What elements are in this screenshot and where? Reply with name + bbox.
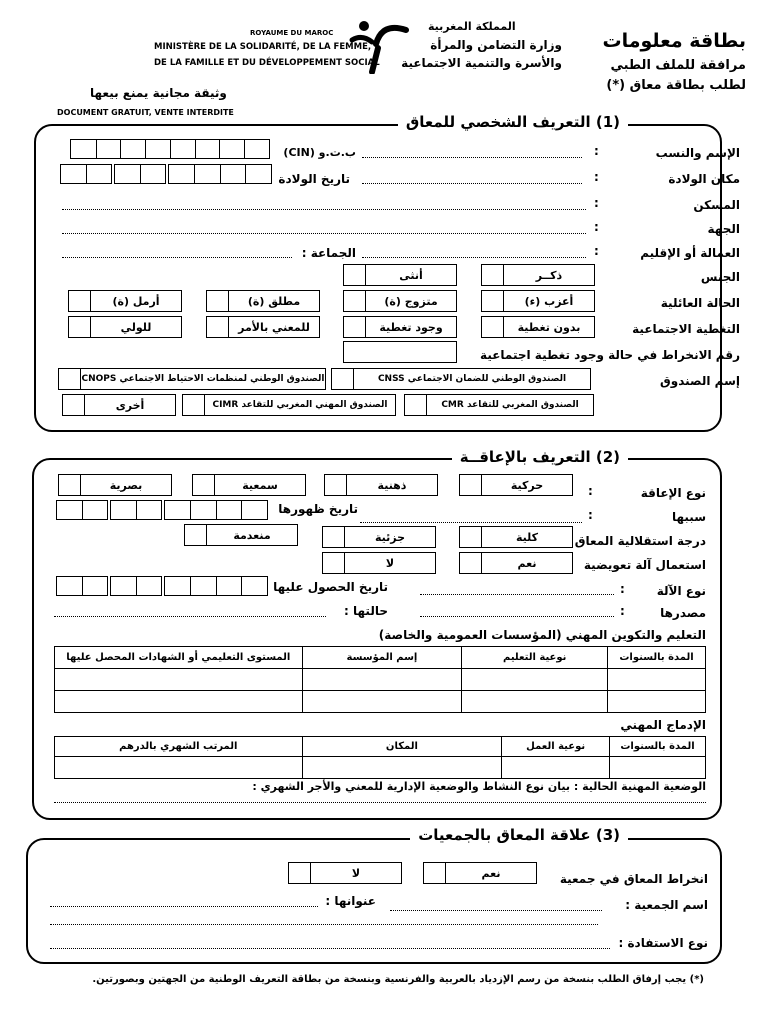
name-field[interactable] [362,157,582,158]
form-title: بطاقة معلومات [602,30,746,52]
label-autonomy: درجة استقلالية المعاق [574,534,706,548]
ministry-ar-2: والأسرة والتنمية الاجتماعية [401,56,562,70]
option-motor[interactable]: حركية [459,474,573,496]
assoc-name-field[interactable] [390,910,602,911]
state-field[interactable] [54,616,326,617]
assoc-address-field[interactable] [50,906,318,907]
label-current-status: الوضعية المهنية الحالية : بيان نوع النشاط والوضعية الإدارية للمعني والأجر الشهري : [252,780,706,793]
section-3-title: (3) علاقة المعاق بالجمعيات [410,826,628,844]
option-partial[interactable]: جزئية [322,526,436,548]
option-no-coverage[interactable]: بدون تغطية [481,316,595,338]
label-aid-type: نوع الآلة [656,584,706,598]
onset-year-boxes[interactable] [164,500,268,520]
assoc-address-field-2[interactable] [50,924,598,925]
source-field[interactable] [420,616,614,617]
label-obtain-date: تاريخ الحصول عليها [273,580,388,594]
form-subtitle-1: مرافقة للملف الطبي [610,58,746,73]
option-assoc-yes[interactable]: نعم [423,862,537,884]
option-aid-yes[interactable]: نعم [459,552,573,574]
option-has-coverage[interactable]: وجود تغطية [343,316,457,338]
education-table: المستوى التعليمي أو الشهادات المحصل عليها إسم المؤسسة نوعية التعليم المدة بالسنوات [54,646,706,713]
option-coverage-guardian[interactable]: للولي [68,316,182,338]
label-assoc-name: اسم الجمعية : [625,898,708,912]
onset-day-boxes[interactable] [56,500,108,520]
label-region: الجهة [707,222,740,236]
form-subtitle-2: لطلب بطاقة معاق (*) [606,78,746,93]
option-total[interactable]: كلية [459,526,573,548]
label-cause: سببها [671,510,706,524]
label-assoc-address: عنوانها : [325,894,376,908]
label-address: المسكن [693,198,740,212]
label-cin: ب.ت.و (CIN) [283,146,356,159]
birthdate-month-boxes[interactable] [114,164,166,184]
free-document-ar: وثيقة مجانية يمنع بيعها [90,86,227,100]
ministry-fr-2: DE LA FAMILLE ET DU DÉVELOPPEMENT SOCIAL [154,58,380,68]
option-cnss[interactable]: الصندوق الوطني للضمان الاجتماعي CNSS [331,368,591,390]
employment-table: المرتب الشهري بالدرهم المكان نوعية العمل المدة بالسنوات [54,736,706,779]
option-assoc-no[interactable]: لا [288,862,402,884]
option-married[interactable]: متزوج (ة) [343,290,457,312]
option-divorced[interactable]: مطلق (ة) [206,290,320,312]
table-row[interactable] [55,757,706,779]
region-field[interactable] [62,233,586,234]
label-employment: الإدماج المهني [620,718,706,732]
option-other-fund[interactable]: أخرى [62,394,176,416]
label-disability-type: نوع الإعاقة [640,486,706,500]
label-education: التعليم والتكوين المهني (المؤسسات العمومية والخاصة) [378,628,706,642]
option-mental[interactable]: ذهنية [324,474,438,496]
option-none[interactable]: منعدمة [184,524,298,546]
onset-month-boxes[interactable] [110,500,162,520]
label-source: مصدرها [660,606,706,620]
option-coverage-person[interactable]: للمعني بالأمر [206,316,320,338]
prefecture-field[interactable] [362,257,586,258]
cin-boxes[interactable] [70,139,270,159]
label-benefit-type: نوع الاستفادة : [618,936,708,950]
section-1-title: (1) التعريف الشخصي للمعاق [398,113,628,131]
label-aid-use: استعمال آلة تعويضية [583,558,706,572]
label-birthdate: تاريخ الولادة [278,172,350,186]
option-aid-no[interactable]: لا [322,552,436,574]
label-onset-date: تاريخ ظهورها [278,502,358,516]
table-row[interactable] [55,691,706,713]
address-field[interactable] [62,209,586,210]
birthplace-field[interactable] [362,183,582,184]
section-2-title: (2) التعريف بالإعاقــة [452,448,628,466]
benefit-type-field[interactable] [50,948,610,949]
option-female[interactable]: أنثى [343,264,457,286]
label-state: حالتها : [344,604,388,618]
option-male[interactable]: ذكــر [481,264,595,286]
label-sex: الجنس [700,270,740,284]
aid-type-field[interactable] [420,594,614,595]
label-prefecture: العمالة أو الإقليم [640,246,740,260]
label-marital: الحالة العائلية [660,296,740,310]
obtain-month-boxes[interactable] [110,576,162,596]
ministry-ar-1: وزارة التضامن والمرأة [430,38,562,52]
option-cmr[interactable]: الصندوق المغربي للتقاعد CMR [404,394,594,416]
option-cnops[interactable]: الصندوق الوطني لمنظمات الاحتياط الاجتماعي CNOPS [58,368,326,390]
label-name: الإسم والنسب [655,146,740,160]
label-assoc-member: انخراط المعاق في جمعية [559,872,708,886]
label-affiliation: رقم الانخراط في حالة وجود تغطية اجتماعية [480,348,740,362]
ministry-fr-1: MINISTÈRE DE LA SOLIDARITÉ, DE LA FEMME, [154,42,372,52]
option-visual[interactable]: بصرية [58,474,172,496]
commune-field[interactable] [62,257,292,258]
free-document-fr: DOCUMENT GRATUIT, VENTE INTERDITE [57,108,234,117]
obtain-year-boxes[interactable] [164,576,268,596]
birthdate-day-boxes[interactable] [60,164,112,184]
label-coverage: التغطية الاجتماعية [632,322,740,336]
option-single[interactable]: أعزب (ء) [481,290,595,312]
kingdom-ar: المملكة المغربية [428,20,516,33]
footnote: (*) يجب إرفاق الطلب بنسخة من رسم الإزدياد بالعربية والفرنسية وبنسخة من بطاقة التعريف الوطنية من الجهتين وبصورتين. [92,974,704,985]
table-row[interactable] [55,669,706,691]
cause-field[interactable] [360,522,582,523]
kingdom-fr: ROYAUME DU MAROC [250,29,334,37]
affiliation-number-box[interactable] [343,341,457,363]
option-cimr[interactable]: الصندوق المهني المغربي للتقاعد CIMR [182,394,396,416]
current-status-field[interactable] [54,802,706,803]
option-hearing[interactable]: سمعية [192,474,306,496]
option-widowed[interactable]: أرمل (ة) [68,290,182,312]
label-fund: إسم الصندوق [660,374,740,388]
label-commune: الجماعة : [301,246,356,260]
label-birthplace: مكان الولادة [668,172,740,186]
obtain-day-boxes[interactable] [56,576,108,596]
birthdate-year-boxes[interactable] [168,164,272,184]
